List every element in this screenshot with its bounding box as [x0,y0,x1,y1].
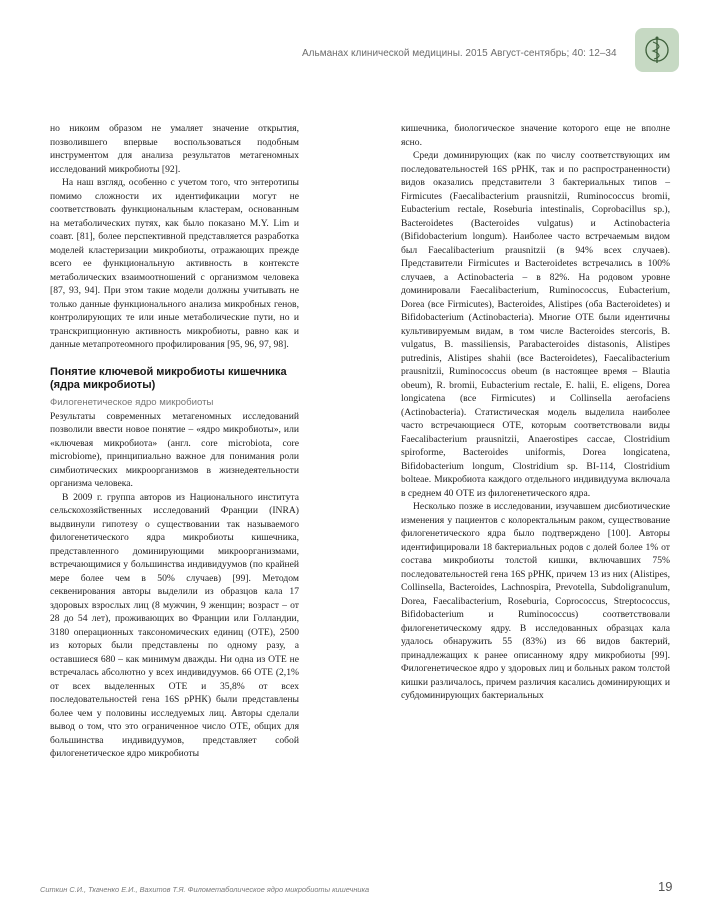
subsection-heading: Филогенетическое ядро микробиоты [50,396,214,408]
paragraph: но никоим образом не умаляет значение открытия, позволившего впервые воспользоваться подобным инструментом для анализа результатов метагеномных исследований микробиоты [92]. [50,123,299,175]
left-column [50,122,299,761]
paragraph: На наш взгляд, особенно с учетом того, что энтеротипы помимо сложности их идентификации могут не соответствовать функциональным кластерам, основанным на метаболических путях, как было показано M.Y. Lim и соавт. [81], более перспективной представляется разработка моделей кластеризации микробиоты, отражающих прежде всего ее функциональную активность в контексте метаболических взаимоотношений с организмом человека [87, 93, 94]. При этом такие модели должны учитывать не только данные функционального анализа микробных генов, контролирующих те или иные метаболические пути, но и транскрипционную активность микробиоты, равно как и данные метапротеомного профилирования [95, 96, 97, 98]. [50,177,299,350]
section-heading: Понятие ключевой микробиоты кишечника (ядра микробиоты) [50,365,287,391]
footer-authors: Ситкин С.И., Ткаченко Е.И., Вахитов Т.Я. Филометаболическое ядро микробиоты кишечника [40,885,370,894]
journal-header: Альманах клинической медицины. 2015 Август-сентябрь; 40: 12–34 [302,48,617,59]
paragraph: В 2009 г. группа авторов из Национального института сельскохозяйственных исследований Франции (INRA) выдвинули гипотезу о существовании так называемого филогенетического ядра микробиоты кишечника, представленного доминирующими микроорганизмами, встречающимися у большинства индивидуумов (по крайней мере более чем в 50% случаев) [99]. Методом секвенирования авторы выделили из образцов кала 17 здоровых взрослых лиц (8 мужчин, 9 женщин; возраст – от 28 до 54 лет), проживающих во Франции или Голландии, 3180 операционных таксономических единиц (ОТЕ), 2500 из которых были представлены по одному разу, а оставшиеся 680 – как минимум дважды. Ни одна из ОТЕ не встречалась абсолютно у всех индивидуумов. 66 ОТЕ (2,1% от всех выделенных ОТЕ и 35,8% от всех последовательностей гена 16S рРНК) были представлены более чем у половины исследуемых лиц. Авторы сделали вывод о том, что это ограниченное число ОТЕ, общих для большинства индивидуумов, представляет собой филогенетическое ядро микробиоты [50,491,299,759]
paragraph: кишечника, биологическое значение которого еще не вполне ясно. [401,123,670,148]
paragraph: Результаты современных метагеномных исследований позволили ввести новое понятие – «ядро микробиоты», или «ключевая микробиота» (англ. core microbiota, core microbiome), принципиально важное для понимания роли симбиотических микроорганизмов в жизнедеятельности организма человека. [50,410,299,489]
page-number: 19 [658,879,673,894]
paragraph: Среди доминирующих (как по числу соответствующих им последовательностей 16S рРНК, так и по распространенности) видов оказались представители 3 бактериальных типов – Firmicutes (Faecalibacterium prausnitzii, Ruminococcus bromii, Eubacterium rectale, Roseburia intestinalis, Coprobacillus sp.), Bacteroidetes (Bacteroides vulgatus) и Actinobacteria (Bifidobacterium longum). Наиболее часто встречаемым видом был Faecalibacterium prausnitzii (в 94% всех случаев). Представители Firmicutes и Bacteroidetes встречались в 100% случаев, а Actinobacteria – в 82%. На родовом уровне доминировали Faecalibacterium, Ruminococcus, Eubacterium, Dorea (все Firmicutes), Bacteroides, Alistipes (оба Bacteroidetes) и Bifidobacterium (Actinobacteria). Многие ОТЕ были идентичны культивируемым видам, в том числе Bacteroides stercoris, B. vulgatus, B. massiliensis, Parabacteroides distasonis, Alistipes putredinis, Alistipes shahii (все Bacteroidetes), Faecalibacterium prausnitzii, Ruminococcus obeum (в настоящее время – Blautia obeum), R. bromii, Eubacterium rectale, E. halii, E. eligens, Dorea longicatena (все Firmicutes) и Collinsella aerofaciens (Actinobacteria). Статистическая модель выделила наиболее часто встречающиеся ОТЕ, которым соответствовали виды Faecalibacterium prausnitzii, Anaerostipes caccae, Clostridium spiroforme, Bacteroides uniformis, Dorea longicatena, Bifidobacterium longum, Clostridium sp. BI-114, Clostridium bolteae. Микробиота каждого отдельного индивидуума включала в среднем 40 ОТЕ из филогенетического ядра. [401,150,670,499]
caduceus-icon [635,28,679,72]
paragraph: Несколько позже в исследовании, изучавшем дисбиотические изменения у пациентов с колоректальным раком, существование филогенетического ядра было подтверждено [100]. Авторы идентифицировали 18 бактериальных родов с долей более 1% от состава микробиоты толстой кишки, включавших 75% последовательностей гена 16S рРНК, причем 13 из них (Alistipes, Collinsella, Bacteroides, Lachnospira, Prevotella, Subdoligranulum, Dorea, Faecalibacterium, Roseburia, Coprococcus, Streptococcus, Bifidobacterium и Ruminococcus) соответствовали филогенетическому ядру. В исследованных образцах кала удалось обнаружить 55 (83%) из 66 видов бактерий, принадлежащих к ранее описанному ядру микробиоты [99]. Филогенетическое ядро у здоровых лиц и больных раком толстой кишки различалось, причем различия касались доминирующих и субдоминирующих бактериальных [401,501,670,701]
journal-logo-graphic [635,28,679,72]
right-column [401,122,670,703]
